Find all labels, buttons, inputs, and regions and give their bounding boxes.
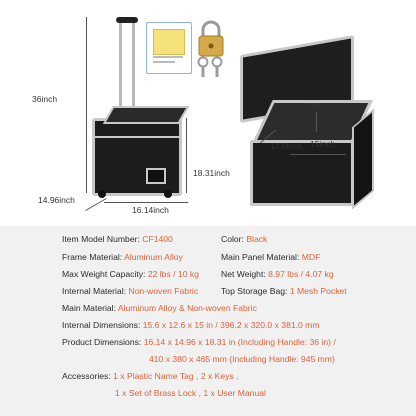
brass-lock-icon: [194, 20, 228, 58]
spec-panel: Main Panel Material: MDF: [221, 252, 321, 262]
spec-product-dimensions: Product Dimensions: 16.14 x 14.96 x 18.31 in (Including Handle: 36 in) /: [62, 337, 336, 347]
dimension-inner-depth: 12.6inch: [270, 141, 303, 151]
spec-internal-material: Internal Material: Non-woven Fabric: [62, 286, 199, 296]
dimension-case-height: 18.31inch: [193, 168, 230, 178]
spec-accessories-cont: 1 x Set of Brass Lock , 1 x User Manual: [115, 388, 266, 398]
spec-product-dimensions-cont: 410 x 380 x 465 mm (Including Handle: 945 mm): [149, 354, 335, 364]
spec-capacity: Max Weight Capacity: 22 lbs / 10 kg: [62, 269, 199, 279]
specs-panel: [0, 226, 416, 416]
spec-internal-dimensions: Internal Dimensions: 15.6 x 12.6 x 15 in / 396.2 x 320.0 x 381.0 mm: [62, 320, 320, 330]
name-tag-image: [146, 22, 192, 74]
dimension-width: 16.14inch: [132, 205, 169, 215]
dimension-depth: 14.96inch: [38, 195, 75, 205]
spec-main-material: Main Material: Aluminum Alloy & Non-woven Fabric: [62, 303, 257, 313]
dimension-inner-height: 15.6inch: [300, 101, 333, 111]
dimension-inner-width: 15inch: [310, 139, 336, 149]
spec-color: Color: Black: [221, 234, 268, 244]
dimension-height: 36inch: [32, 94, 58, 104]
spec-storage-bag: Top Storage Bag: 1 Mesh Pocket: [221, 286, 347, 296]
spec-model: Item Model Number: CF1400: [62, 234, 173, 244]
keys-icon: [196, 56, 226, 80]
spec-frame: Frame Material: Aluminum Alloy: [62, 252, 183, 262]
spec-weight: Net Weight: 8.97 lbs / 4.07 kg: [221, 269, 334, 279]
spec-accessories: Accessories: 1 x Plastic Name Tag , 2 x Keys ,: [62, 371, 239, 381]
